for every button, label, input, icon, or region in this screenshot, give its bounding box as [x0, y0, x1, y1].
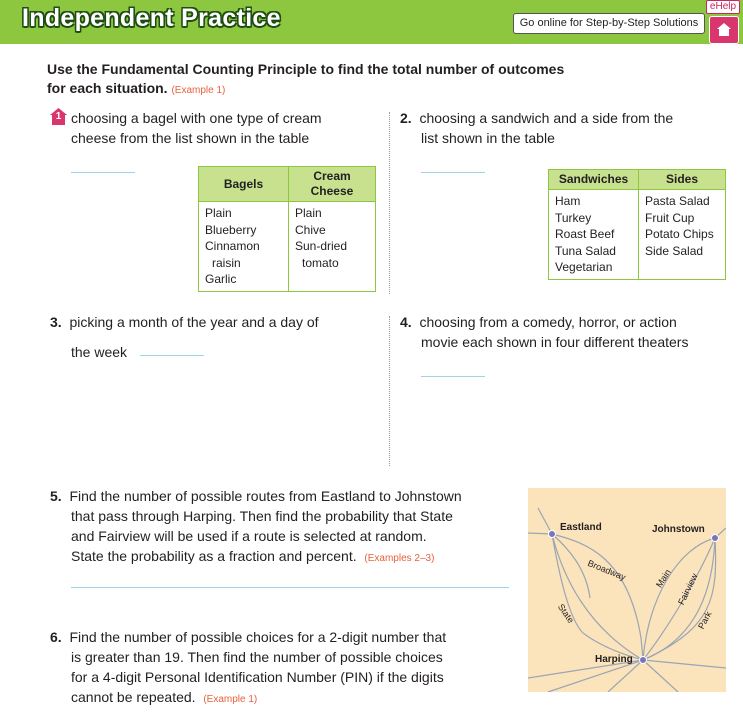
table-cell: Side Salad [645, 243, 704, 258]
column-divider-bottom [389, 316, 390, 466]
answer-blank-1[interactable] [71, 172, 135, 173]
cream-cheese-column [289, 202, 376, 292]
problem-3-line1: picking a month of the year and a day of [69, 314, 319, 330]
problem-5-line4: State the probability as a fraction and percent. [71, 548, 357, 564]
table-cell: Ham [555, 194, 581, 208]
road-main: Main [654, 567, 673, 590]
problem-1-number: 1 [55, 111, 62, 122]
table-header-cream-cheese: Cream Cheese [289, 167, 376, 202]
problem-4-line2: movie each shown in four different theaters [421, 334, 689, 350]
instructions-text: Use the Fundamental Counting Principle to find the total number of outcomes for each situation. [47, 61, 565, 96]
table-cell: Potato Chips [645, 227, 714, 241]
road-fairview: Fairview [676, 571, 700, 607]
problem-4-number: 4. [400, 314, 412, 330]
instructions [47, 60, 567, 100]
home-icon [716, 22, 732, 37]
route-map [528, 488, 726, 692]
problem-4 [400, 312, 688, 352]
road-state: State [555, 602, 577, 625]
problem-5-line1: Find the number of possible routes from Eastland to Johnstown [69, 488, 462, 504]
answer-blank-4[interactable] [421, 376, 485, 377]
column-divider-top [389, 112, 390, 294]
example-link[interactable]: (Example 1) [171, 85, 226, 96]
table-header-bagels: Bagels [199, 167, 289, 202]
problem-2-number: 2. [400, 110, 412, 126]
sandwich-table [548, 169, 726, 280]
bagel-column [199, 202, 289, 292]
problem-6-line2: is greater than 19. Then find the number of possible choices [71, 649, 443, 665]
table-header-sides: Sides [639, 170, 726, 190]
problem-4-line1: choosing from a comedy, horror, or action [419, 314, 677, 330]
table-cell: Vegetarian [555, 260, 613, 274]
table-cell: Turkey [555, 210, 592, 225]
problem-5-line2: that pass through Harping. Then find the probability that State [71, 508, 453, 524]
road-park: Park [696, 609, 714, 631]
problem-6 [50, 627, 446, 710]
table-cell: Plain [205, 206, 232, 220]
problem-2-line2: list shown in the table [421, 130, 555, 146]
table-cell: Plain [295, 206, 322, 220]
problem-1 [71, 108, 322, 148]
problem-3-number: 3. [50, 314, 62, 330]
problem-6-line4: cannot be repeated. [71, 689, 196, 705]
problem-6-line1: Find the number of possible choices for a 2-digit number that [69, 629, 447, 645]
answer-blank-2[interactable] [421, 172, 485, 173]
table-cell: Sun-dried [295, 239, 348, 253]
table-cell: Fruit Cup [645, 210, 695, 225]
table-cell: tomato [302, 255, 339, 270]
problem-5-line3: and Fairview will be used if a route is selected at random. [71, 528, 427, 544]
problem-6-line3: for a 4-digit Personal Identification Number (PIN) if the digits [71, 669, 444, 685]
page-title: Independent Practice [22, 4, 281, 32]
problem-5-number: 5. [50, 488, 62, 504]
bagel-table [198, 166, 376, 292]
answer-blank-3[interactable] [140, 355, 204, 356]
table-cell: Blueberry [205, 222, 257, 237]
step-by-step-solutions-button[interactable]: Go online for Step-by-Step Solutions [513, 13, 705, 34]
problem-3-line2: the week [71, 344, 128, 360]
ehelp-button[interactable] [706, 0, 740, 44]
table-cell: Roast Beef [555, 227, 615, 241]
town-eastland: Eastland [560, 522, 602, 533]
problem-2 [400, 108, 673, 148]
problem-6-number: 6. [50, 629, 62, 645]
town-johnstown: Johnstown [652, 524, 705, 535]
table-cell: Chive [295, 222, 326, 237]
table-cell: raisin [212, 255, 241, 270]
table-cell: Tuna Salad [555, 243, 616, 258]
problem-1-line2: cheese from the list shown in the table [71, 130, 310, 146]
answer-blank-5[interactable] [71, 587, 509, 588]
example-link[interactable]: (Examples 2–3) [364, 553, 435, 564]
table-cell: Pasta Salad [645, 194, 710, 208]
header-bar [0, 0, 743, 44]
table-header-sandwiches: Sandwiches [549, 170, 639, 190]
sides-column [639, 190, 726, 280]
table-cell: Garlic [205, 272, 237, 286]
road-broadway: Broadway [586, 558, 628, 583]
town-harping: Harping [595, 654, 633, 665]
example-link[interactable]: (Example 1) [203, 694, 258, 705]
problem-5 [50, 486, 462, 569]
ehelp-label: eHelp [706, 0, 740, 14]
table-cell: Cinnamon [205, 239, 260, 253]
problem-2-line1: choosing a sandwich and a side from the [419, 110, 674, 126]
problem-1-line1: choosing a bagel with one type of cream [71, 110, 322, 126]
ehelp-home-box [709, 16, 739, 44]
sandwich-column [549, 190, 639, 280]
